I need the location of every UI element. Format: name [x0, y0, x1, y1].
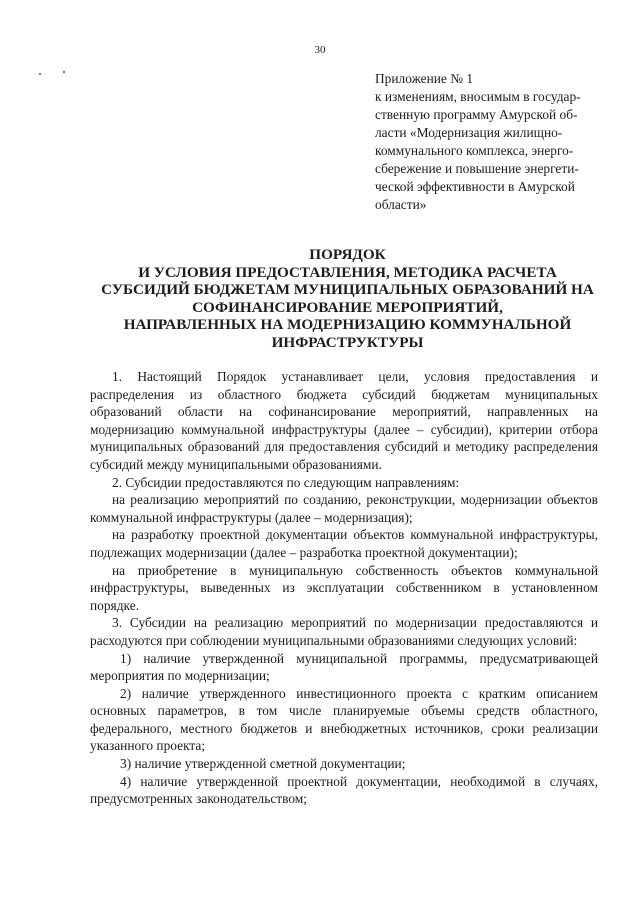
condition-2: 2) наличие утвержденного инвестиционного проекта с кратким описанием основных параметров, в том числе планируемые объемы средств областного, федерального, местного бюджетов и внебюджетных источников, сроки реализации указанного проекта; [90, 685, 598, 754]
direction-design-docs: на разработку проектной документации объектов коммунальной инфраструктуры, подлежащих модернизации (далее – разработка проектной документации); [90, 527, 598, 560]
condition-1: 1) наличие утвержденной муниципальной программы, предусматривающей мероприятия по модернизации; [90, 650, 598, 684]
document-title: ПОРЯДОК И УСЛОВИЯ ПРЕДОСТАВЛЕНИЯ, МЕТОДИКА РАСЧЕТА СУБСИДИЙ БЮДЖЕТАМ МУНИЦИПАЛЬНЫХ ОБРАЗОВАНИЙ НА СОФИНАНСИРОВАНИЕ МЕРОПРИЯТИЙ, НАПРАВЛЕННЫХ НА МОДЕРНИЗАЦИЮ КОММУНАЛЬНОЙ ИНФРАСТРУКТУРЫ [101, 246, 594, 351]
scan-speck [63, 71, 65, 73]
paragraph-3: 3. Субсидии на реализацию мероприятий по модернизации предоставляются и расходуются при соблюдении муниципальными образованиями следующих условий: [90, 615, 598, 648]
condition-3: 3) наличие утвержденной сметной документации; [120, 756, 406, 772]
direction-modernization: на реализацию мероприятий по созданию, реконструкции, модернизации объектов коммунальной инфраструктуры (далее – модернизация); [90, 492, 598, 525]
appendix-text: к изменениям, вносимым в государ- ственную программу Амурской об- ласти «Модернизация жилищно- коммунального комплекса, энерго- сбережение и повышение энергети- ческой эффективности в Амурской области» [375, 89, 581, 212]
appendix-title: Приложение № 1 [375, 71, 474, 86]
paragraph-1: 1. Настоящий Порядок устанавливает цели, условия предоставления и распределения из областного бюджета субсидий бюджетам муниципальных образований области на софинансирование мероприятий, направленных на модернизацию коммунальной инфраструктуры (далее – субсидии), критерии отбора муниципальных образований для предоставления субсидий и методику распределения субсидий между муниципальными образованиями. [90, 369, 598, 472]
document-body [90, 368, 598, 808]
scan-speck [39, 73, 41, 75]
condition-4: 4) наличие утвержденной проектной документации, необходимой в случаях, предусмотренных законодательством; [90, 773, 598, 807]
appendix-note [375, 70, 605, 214]
direction-acquisition: на приобретение в муниципальную собственность объектов коммунальной инфраструктуры, выведенных из эксплуатации собственником в установленном порядке. [90, 562, 598, 613]
page-number: 30 [314, 44, 326, 56]
paragraph-2: 2. Субсидии предоставляются по следующим направлениям: [112, 474, 460, 490]
